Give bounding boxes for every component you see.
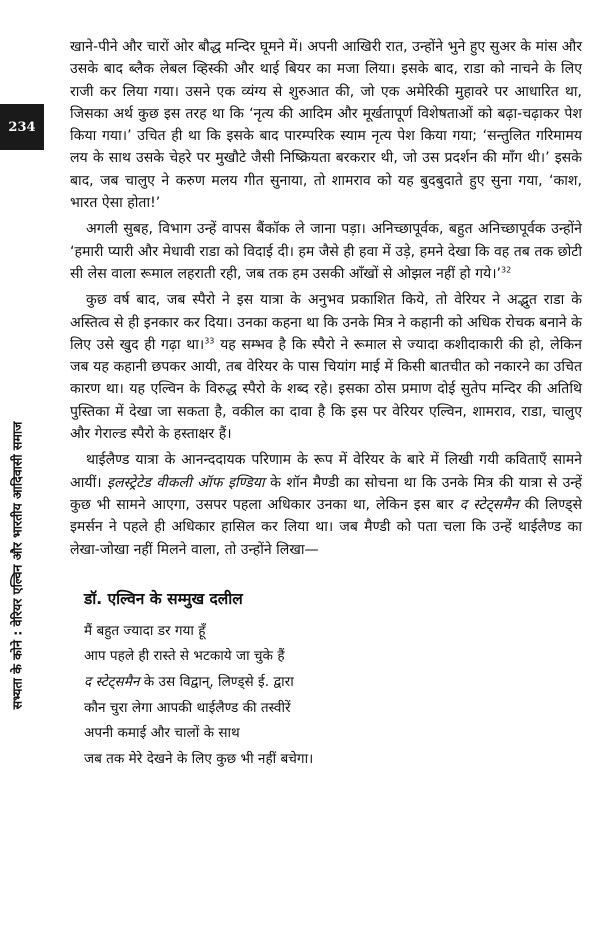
poem-title: डॉ. एल्विन के सम्मुख दलील xyxy=(84,589,243,608)
poem-line: मैं बहुत ज्यादा डर गया हूँ xyxy=(84,622,206,639)
italic-title: द स्टेट्समैन xyxy=(84,674,140,691)
poem-line: द स्टेट्समैन के उस विद्वान्, लिण्ड्से ई. द्वारा xyxy=(84,674,294,691)
italic-title: द स्टेट्समैन xyxy=(459,496,519,513)
footnote-marker: 33 xyxy=(204,336,215,346)
poem-line: अपनी कमाई और चालों के साथ xyxy=(84,725,240,742)
page-body xyxy=(70,36,582,772)
poem-line: आप पहले ही रास्ते से भटकाये जा चुके हैं xyxy=(84,648,285,665)
paragraph: अगली सुबह, विभाग उन्हें वापस बैंकॉक ले जाना पड़ा। अनिच्छापूर्वक, बहुत अनिच्छापूर्वक उन्होंने ‘हमारी प्यारी और मेधावी राडा को विदाई दी। हम जैसे ही हवा में उड़े, हमने देखा कि वह तब तक छोटी सी लेस वाला रूमाल लहराती रही, जब तक हम उसकी आँखों से ओझल नहीं हो गये।’$^{32}$ xyxy=(70,221,582,282)
footnote-marker: 32 xyxy=(501,265,512,275)
page-number: 234 xyxy=(8,119,36,135)
poem xyxy=(84,619,582,773)
poem-line: कौन चुरा लेगा आपकी थाईलैण्ड की तस्वीरें xyxy=(84,699,291,716)
poem-line: जब तक मेरे देखने के लिए कुछ भी नहीं बचेगा। xyxy=(84,750,314,767)
running-title-vertical xyxy=(4,315,30,815)
book-title: सभ्यता के कोने : वेरियर एल्विन और भारतीय आदिवासी समाज xyxy=(9,421,25,709)
italic-title: इलस्ट्रेटेड वीकली ऑफ इण्डिया xyxy=(107,474,265,491)
paragraph: खाने-पीने और चारों ओर बौद्ध मन्दिर घूमने में। अपनी आखिरी रात, उन्होंने भुने हुए सुअर के मांस और उसके बाद ब्लैक लेबल व्हिस्की और थाई बियर का मजा लिया। इसके बाद, राडा को नाचने के लिए राजी कर लिया गया। उसने एक व्यंग्य से शुरुआत की, जो एक अमेरिकी मुहावरे पर आधारित था, जिसका अर्थ कुछ इस तरह था कि ‘नृत्य की आदिम और मूर्खतापूर्ण विशेषताओं को बढ़ा-चढ़ाकर पेश किया गया।’ उचित ही था कि इसके बाद पारम्परिक स्याम नृत्य पेश किया गया; ‘सन्तुलित गरिमामय लय के साथ उसके चेहरे पर मुखौटे जैसी निष्क्रियता बरकरार थी, जो उस प्रदर्शन की माँग थी।’ इसके बाद, जब चालुए ने करुण मलय गीत सुनाया, तो शामराव को यह बुदबुदाते हुए सुना गया, ‘काश, भारत ऐसा होता!’ xyxy=(70,39,582,212)
paragraphs xyxy=(70,36,582,561)
page-number-tab xyxy=(0,104,44,150)
paragraph: थाईलैण्ड यात्रा के आनन्ददायक परिणाम के रूप में वेरियर के बारे में लिखी गयी कविताएँ सामने आयीं। इलस्ट्रेटेड वीकली ऑफ इण्डिया के शॉन मैण्डी का सोचना था कि उनके मित्र की यात्रा से उन्हें कुछ भी सामने आएगा, उसपर पहला अधिकार उनका था, लेकिन इस बार द स्टेट्समैन की लिण्ड्से इमर्सन ने पहले ही अधिकार हासिल कर लिया था। जब मैण्डी को पता चला कि उन्हें थाईलैण्ड का लेखा-जोखा नहीं मिलने वाला, तो उन्होंने लिखा— xyxy=(70,452,582,558)
paragraph: कुछ वर्ष बाद, जब स्पैरो ने इस यात्रा के अनुभव प्रकाशित किये, तो वेरियर ने अद्भुत राडा के अस्तित्व से ही इनकार कर दिया। उनका कहना था कि उनके मित्र ने कहानी को अधिक रोचक बनाने के लिए उसे खुद ही गढ़ा था।$^{33}$ यह सम्भव है कि स्पैरो ने रूमाल से ज्यादा कशीदाकारी की हो, लेकिन जब यह कहानी छपकर आयी, तब वेरियर के पास चियांग माई में किसी बातचीत को नकारने का उचित कारण था। यह एल्विन के विरुद्ध स्पैरो के शब्द रहे। इसका ठोस प्रमाण दोई सुतेप मन्दिर की अतिथि पुस्तिका में देखा जा सकता है, वकील का दावा है कि इस पर वेरियर एल्विन, शामराव, राडा, चालुए और गेराल्ड स्पैरो के हस्ताक्षर हैं। xyxy=(70,292,582,443)
